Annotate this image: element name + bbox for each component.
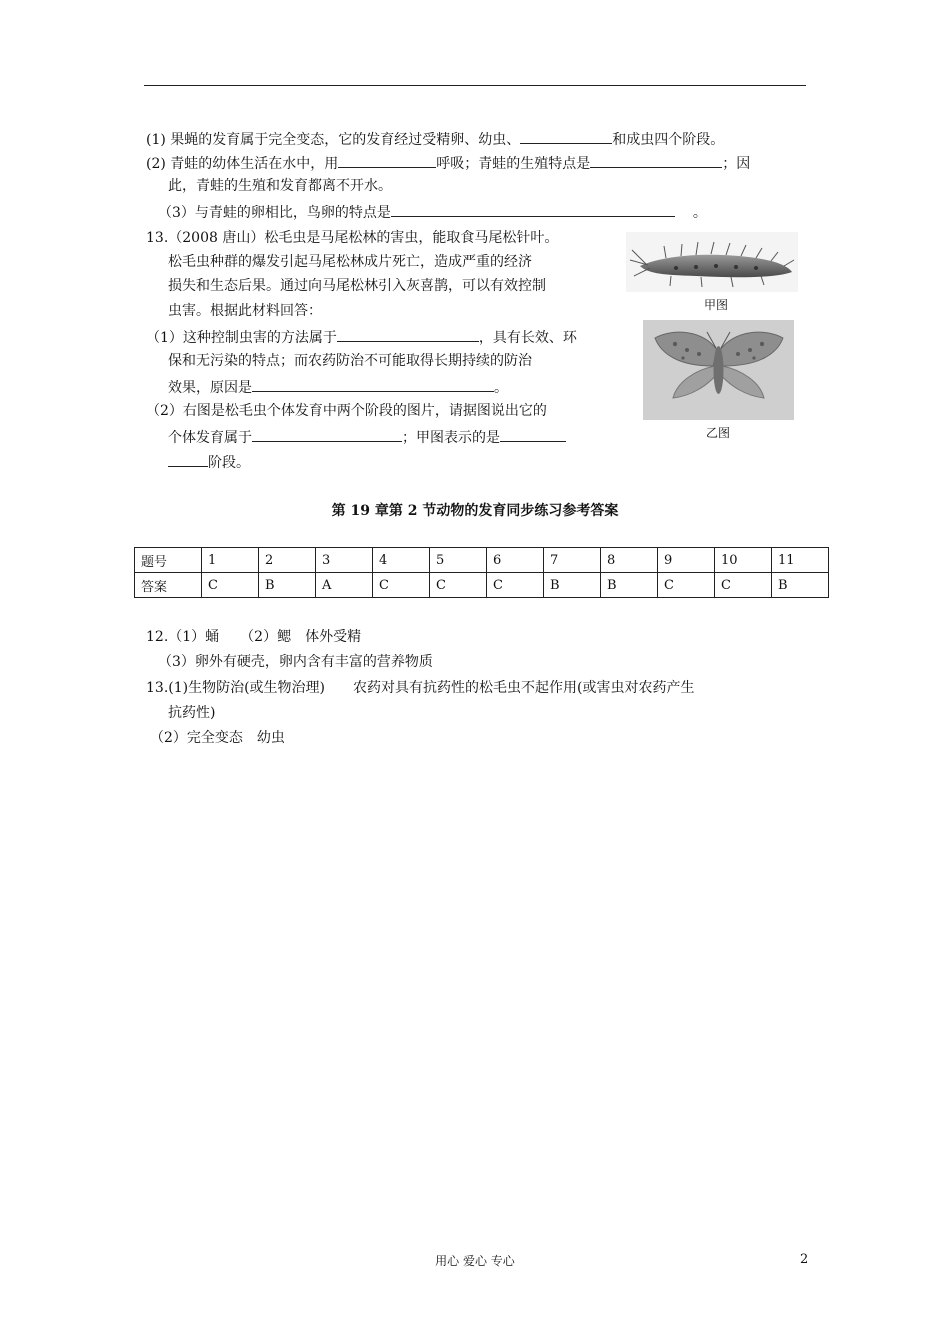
table-cell: C — [202, 573, 259, 598]
table-cell: C — [487, 573, 544, 598]
table-cell: 3 — [316, 548, 373, 573]
table-cell: 1 — [202, 548, 259, 573]
answer-blank — [338, 152, 436, 168]
table-cell: B — [259, 573, 316, 598]
answer-13-line2: 抗药性) — [168, 705, 216, 721]
table-cell: A — [316, 573, 373, 598]
answer-blank — [520, 128, 612, 144]
q13-sub2-text: 个体发育属于 — [168, 430, 252, 446]
table-cell: C — [430, 573, 487, 598]
q13-sub1-text: （1）这种控制虫害的方法属于 — [146, 330, 337, 346]
q13-sub1-text-end: ，具有长效、环 — [478, 330, 577, 346]
table-cell: 11 — [772, 548, 829, 573]
q12-part1-text-end: 和成虫四个阶段。 — [612, 132, 725, 148]
q13-sub1-line3 — [168, 376, 508, 398]
table-cell: B — [544, 573, 601, 598]
q13-sub1 — [146, 326, 577, 348]
answer-13-line1: 13.(1)生物防治(或生物治理) 农药对具有抗药性的松毛虫不起作用(或害虫对农药产生 — [146, 680, 695, 696]
footer-motto: 用心 爱心 专心 — [435, 1254, 515, 1268]
answer-blank — [168, 451, 208, 467]
answer-blank — [252, 426, 402, 442]
table-header-cell: 题号 — [135, 548, 202, 573]
q13-sub2-line1: （2）右图是松毛虫个体发育中两个阶段的图片，请据图说出它的 — [146, 403, 547, 419]
figure-caption-b: 乙图 — [706, 426, 731, 440]
table-cell: 5 — [430, 548, 487, 573]
answer-blank — [500, 426, 566, 442]
q12-part2-continued: 此，青蛙的生殖和发育都离不开水。 — [168, 178, 392, 194]
table-cell: B — [601, 573, 658, 598]
table-cell: 6 — [487, 548, 544, 573]
answer-table — [134, 547, 829, 598]
table-cell: C — [373, 573, 430, 598]
table-row — [135, 573, 829, 598]
answer-12-line2: （3）卵外有硬壳，卵内含有丰富的营养物质 — [158, 654, 433, 670]
q13-stem-line1: 13.（2008 唐山）松毛虫是马尾松林的害虫，能取食马尾松针叶。 — [146, 230, 559, 246]
q12-part3 — [158, 201, 707, 223]
q12-part2-text-end: ；因 — [722, 156, 751, 172]
table-cell: B — [772, 573, 829, 598]
answer-blank — [391, 201, 675, 217]
q12-part2-text-mid: 呼吸；青蛙的生殖特点是 — [436, 156, 591, 172]
table-cell: 9 — [658, 548, 715, 573]
q12-part3-text: （3）与青蛙的卵相比，鸟卵的特点是 — [158, 205, 391, 221]
answer-blank — [337, 326, 479, 342]
table-cell: 10 — [715, 548, 772, 573]
page-number: 2 — [800, 1252, 809, 1267]
caterpillar-image — [626, 232, 798, 292]
table-cell: 8 — [601, 548, 658, 573]
q13-stem-line4: 虫害。根据此材料回答： — [168, 303, 322, 319]
q12-part2-text: (2) 青蛙的幼体生活在水中，用 — [146, 156, 339, 172]
table-cell: 2 — [259, 548, 316, 573]
q13-sub2-text-mid: ；甲图表示的是 — [402, 430, 500, 446]
q13-sub1-line2: 保和无污染的特点；而农药防治不可能取得长期持续的防治 — [168, 353, 532, 369]
q12-part1 — [146, 128, 724, 150]
q12-part3-period: 。 — [692, 205, 707, 221]
answer-blank — [590, 152, 722, 168]
answer-12-line1: 12.（1）蛹 （2）鳃 体外受精 — [146, 629, 362, 645]
q13-sub1-line3-period: 。 — [494, 380, 508, 396]
q13-sub2-line3-text: 阶段。 — [208, 455, 250, 471]
table-row — [135, 548, 829, 573]
q13-sub1-line3-text: 效果，原因是 — [168, 380, 252, 396]
q13-stem-line3: 损失和生态后果。通过向马尾松林引入灰喜鹊，可以有效控制 — [168, 278, 546, 294]
figure-caption-a: 甲图 — [704, 298, 729, 312]
table-header-cell: 答案 — [135, 573, 202, 598]
table-cell: 7 — [544, 548, 601, 573]
q13-sub2-line3 — [168, 451, 250, 473]
answer-blank — [252, 376, 494, 392]
table-cell: C — [715, 573, 772, 598]
header-rule — [144, 85, 806, 86]
answer-13-line3: （2）完全变态 幼虫 — [150, 730, 285, 746]
q12-part2 — [146, 152, 750, 174]
q12-part1-text: (1) 果蝇的发育属于完全变态，它的发育经过受精卵、幼虫、 — [146, 132, 521, 148]
table-cell: 4 — [373, 548, 430, 573]
moth-image — [643, 320, 794, 420]
table-cell: C — [658, 573, 715, 598]
q13-stem-line2: 松毛虫种群的爆发引起马尾松林成片死亡，造成严重的经济 — [168, 254, 532, 270]
answer-section-title: 第 19 章第 2 节动物的发育同步练习参考答案 — [331, 503, 619, 519]
q13-sub2-line2 — [168, 426, 566, 448]
